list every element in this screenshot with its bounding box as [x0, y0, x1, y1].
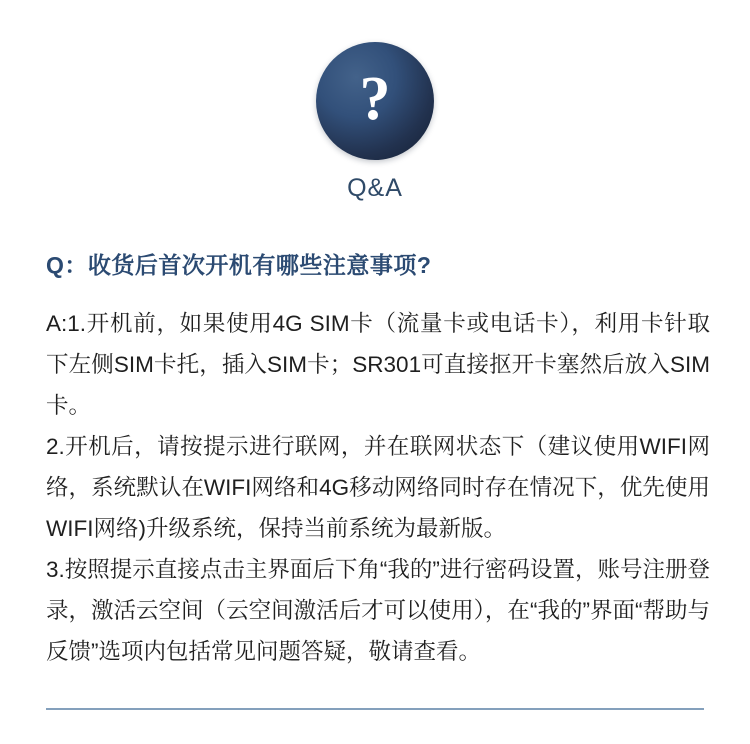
answer-paragraph-3: 3.按照提示直接点击主界面后下角“我的”进行密码设置，账号注册登录，激活云空间（云空间激活后才可以使用），在“我的”界面“帮助与反馈”选项内包括常见问题答疑，敬请查看。 — [46, 557, 710, 665]
qa-caption: Q&A — [347, 174, 403, 202]
answer-paragraph-2: 2.开机后，请按提示进行联网，并在联网状态下（建议使用WIFI网络，系统默认在WIFI网络和4G移动网络同时存在情况下，优先使用WIFI网络)升级系统，保持当前系统为最新版。 — [46, 434, 710, 542]
question-mark-icon — [316, 42, 434, 160]
question-title: Q：收货后首次开机有哪些注意事项? — [46, 252, 432, 278]
bottom-divider — [46, 708, 704, 710]
answer-body — [46, 303, 710, 672]
answer-paragraph-1: A:1.开机前，如果使用4G SIM卡（流量卡或电话卡），利用卡针取下左侧SIM卡托，插入SIM卡；SR301可直接抠开卡塞然后放入SIM卡。 — [46, 311, 710, 419]
question-mark-glyph: ? — [359, 65, 391, 133]
qa-badge-block — [0, 0, 750, 203]
